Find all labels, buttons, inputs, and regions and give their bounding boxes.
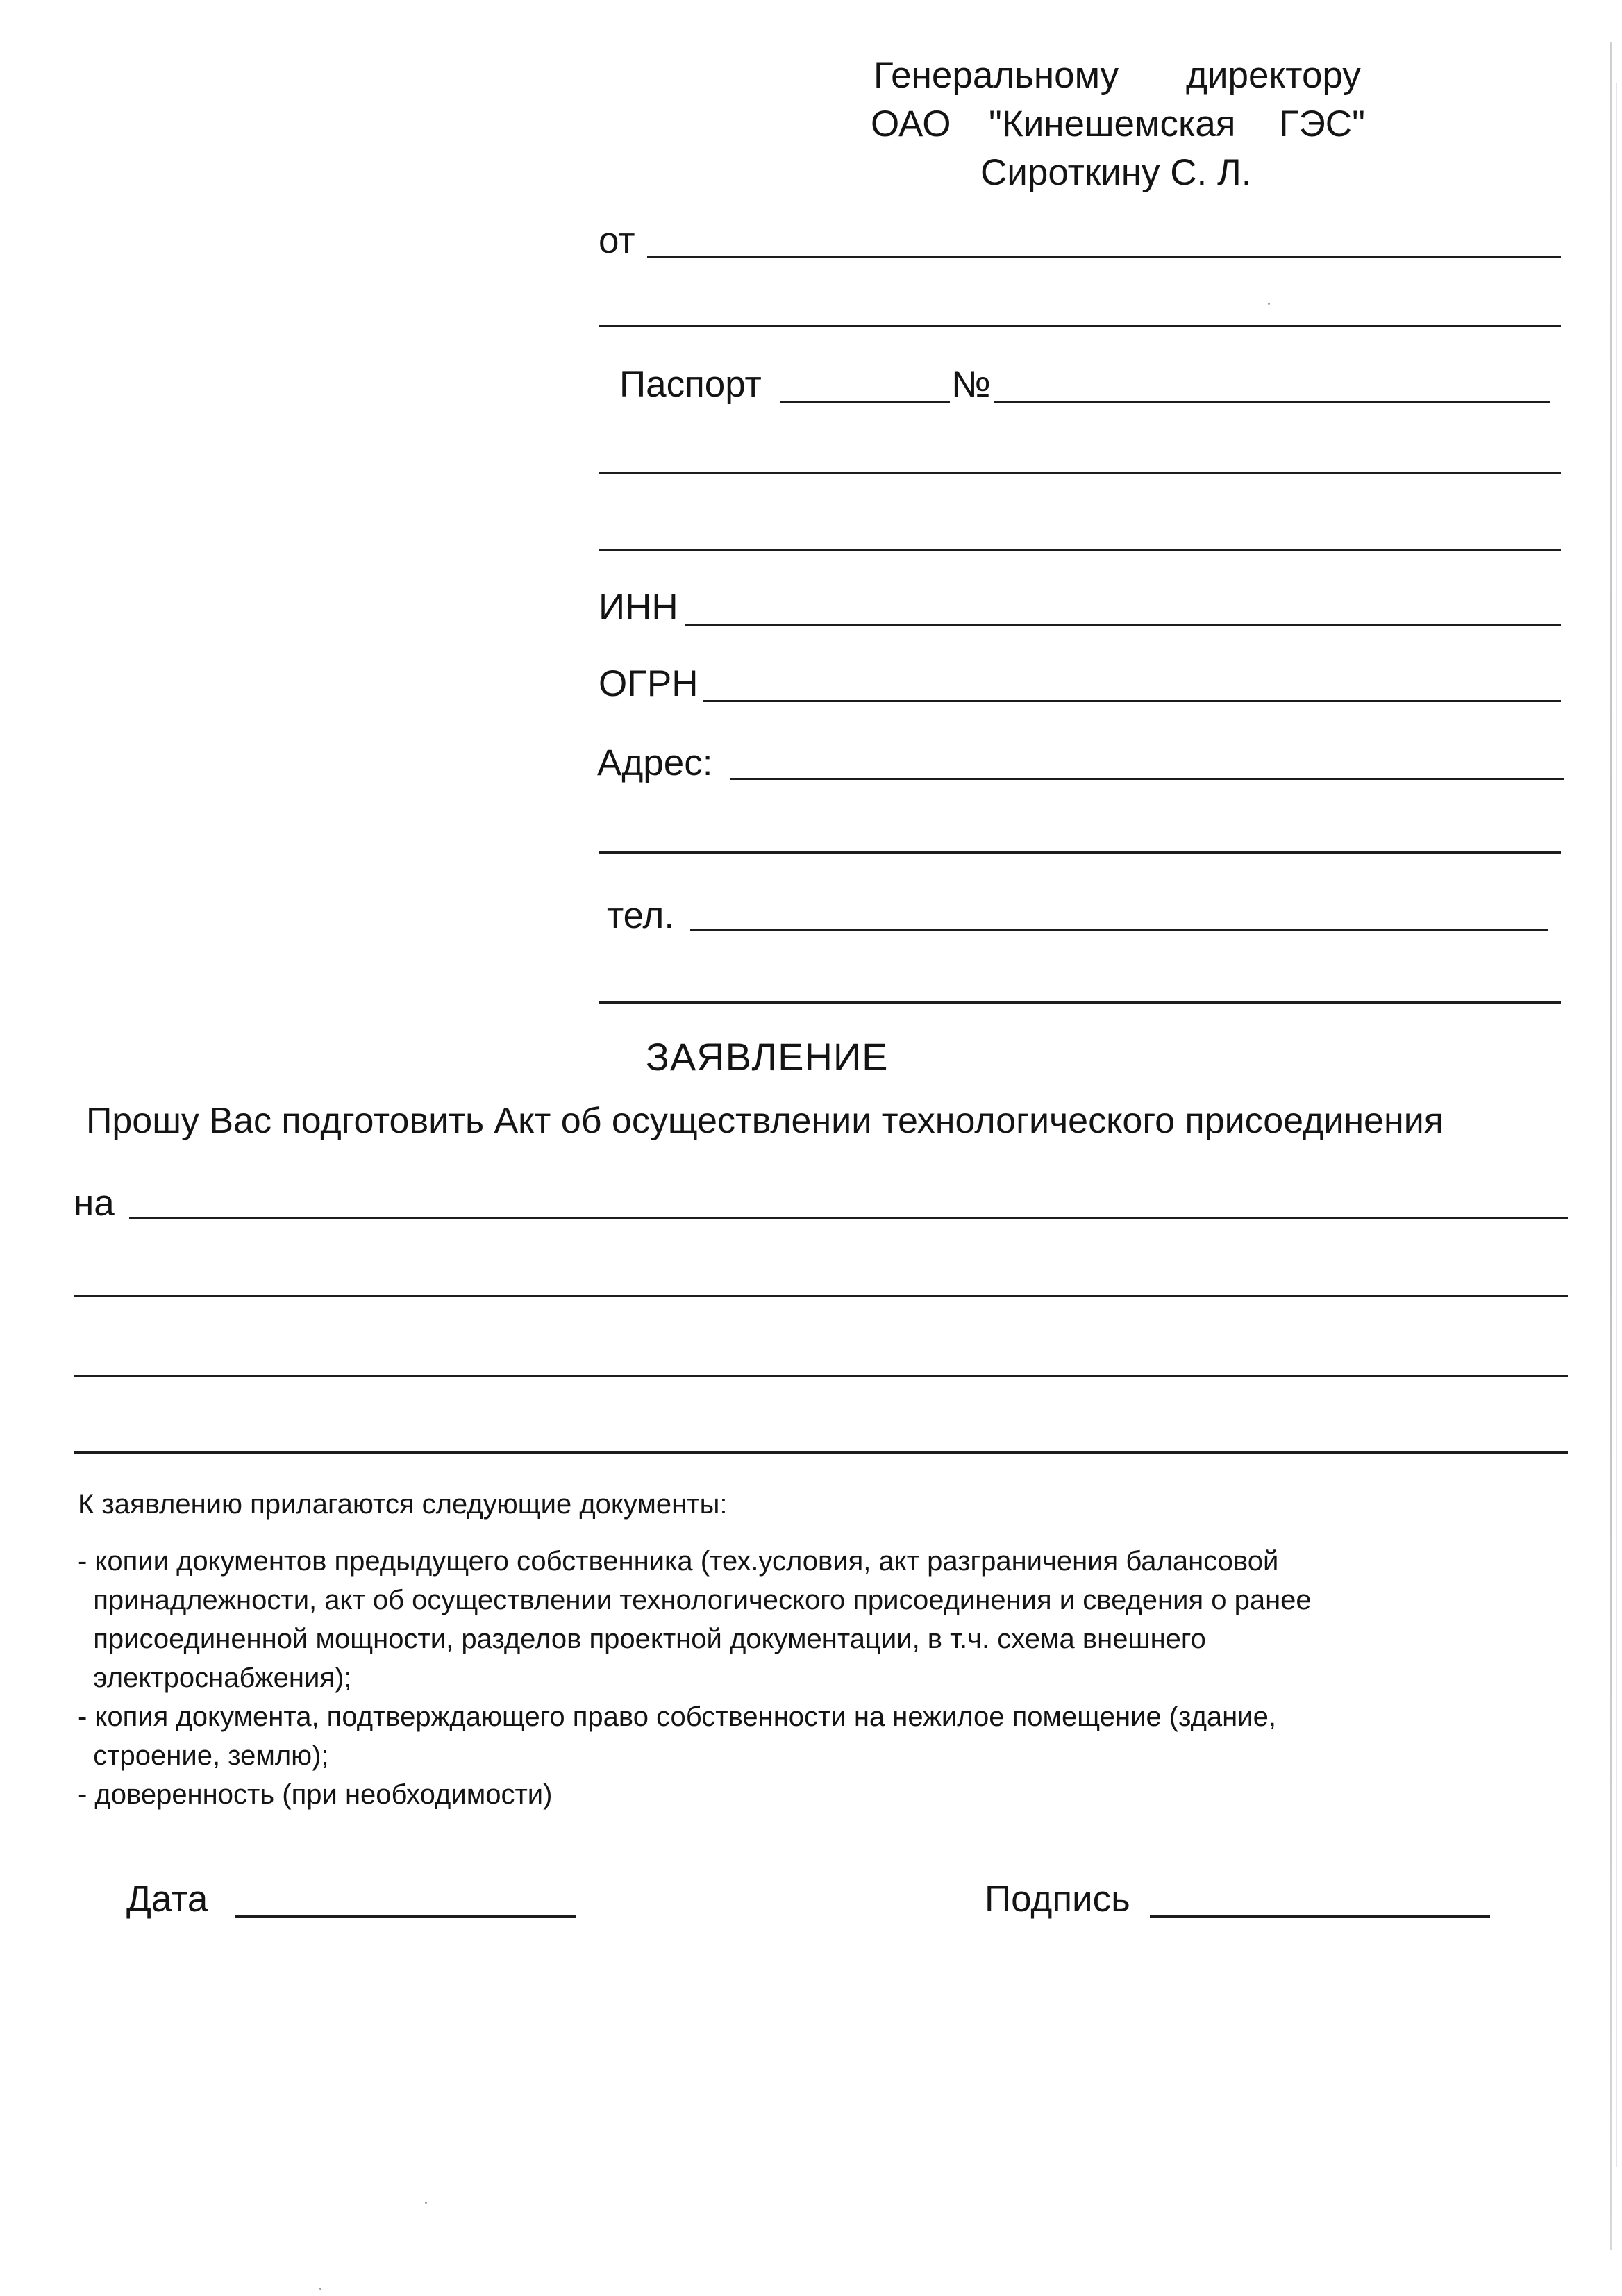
from-field-line-extra[interactable] [1353,256,1561,258]
applicant-extra-line[interactable] [599,1001,1561,1004]
address-field-line[interactable] [730,778,1564,780]
statement-on-label: на [74,1183,115,1224]
address-label: Адрес: [597,742,713,783]
passport-number-label: № [951,364,991,405]
inn-field-line[interactable] [685,624,1561,626]
page-edge [1610,42,1612,2250]
attachment-line: - копии документов предыдущего собственника (тех.условия, акт разграничения балансовой [78,1546,1279,1577]
signature-label: Подпись [985,1879,1130,1920]
scan-speck [1268,303,1270,305]
addressee-org-name: "Кинешемская [989,103,1236,144]
address-field-line-2[interactable] [599,851,1561,854]
attachment-line: электроснабжения); [78,1663,352,1693]
ogrn-field-line[interactable] [703,700,1561,702]
statement-request: Прошу Вас подготовить Акт об осуществлении технологического присоединения [86,1101,1444,1141]
statement-on-line-4[interactable] [74,1451,1568,1454]
attachment-line: строение, землю); [78,1740,329,1771]
passport-label: Паспорт [619,364,762,405]
addressee-org-suffix: ГЭС" [1279,103,1365,144]
from-label: от [599,220,635,261]
statement-on-line-3[interactable] [74,1375,1568,1377]
date-label: Дата [126,1879,208,1920]
passport-details-line-1[interactable] [599,472,1561,474]
passport-series-line[interactable] [780,401,950,403]
phone-label: тел. [607,895,675,936]
page-edge-faint [1616,83,1617,2167]
addressee-title: Генеральному [873,55,1119,96]
date-field-line[interactable] [235,1915,576,1918]
signature-field-line[interactable] [1150,1915,1490,1918]
phone-field-line[interactable] [690,929,1548,931]
attachment-line: присоединенной мощности, разделов проектной документации, в т.ч. схема внешнего [78,1624,1206,1654]
statement-on-line-1[interactable] [129,1217,1568,1219]
scan-speck [425,2202,427,2204]
addressee-position: директору [1186,55,1361,96]
inn-label: ИНН [599,587,678,628]
addressee-name: Сироткину С. Л. [980,152,1252,193]
passport-details-line-2[interactable] [599,549,1561,551]
statement-title: ЗАЯВЛЕНИЕ [646,1035,889,1079]
attachment-line: принадлежности, акт об осуществлении технологического присоединения и сведения о ранее [78,1585,1312,1615]
scan-speck [319,2288,321,2290]
statement-on-line-2[interactable] [74,1295,1568,1297]
from-field-line-2[interactable] [599,325,1561,327]
attachment-line: - доверенность (при необходимости) [78,1779,553,1810]
from-field-line[interactable] [647,256,1353,258]
ogrn-label: ОГРН [599,663,699,704]
passport-number-line[interactable] [994,401,1550,403]
addressee-org-type: ОАО [871,103,951,144]
attachments-intro: К заявлению прилагаются следующие документы: [78,1489,728,1520]
attachment-line: - копия документа, подтверждающего право собственности на нежилое помещение (здание, [78,1702,1276,1732]
